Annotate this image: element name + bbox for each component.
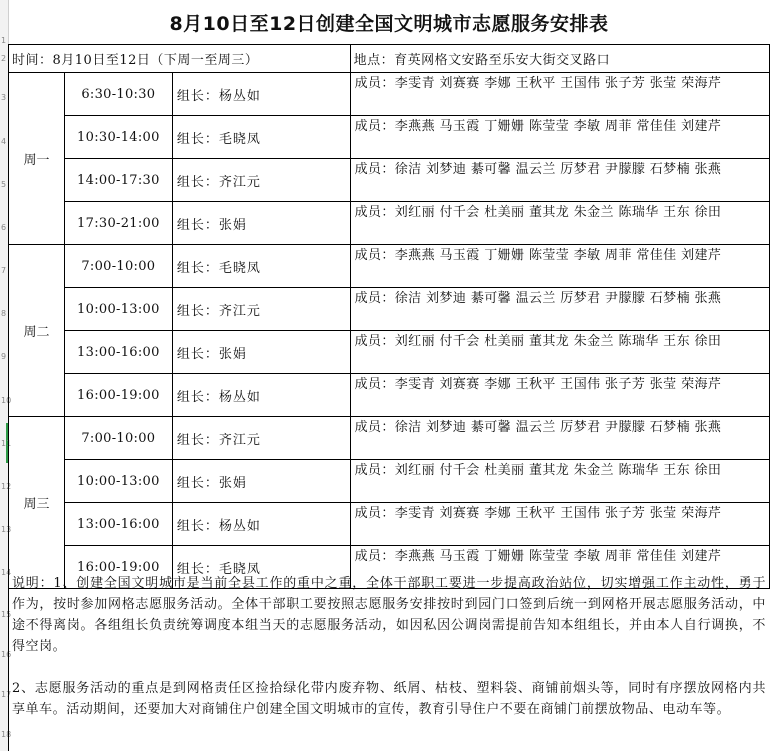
time-cell[interactable]: 16:00-19:00 — [64, 374, 172, 417]
time-cell[interactable]: 17:30-21:00 — [64, 202, 172, 245]
time-cell[interactable]: 10:00-13:00 — [64, 288, 172, 331]
row-number-mark[interactable]: 3 — [1, 93, 7, 102]
row-number-mark[interactable]: 12 — [1, 482, 12, 491]
members-cell[interactable] — [350, 460, 769, 503]
row-number-mark[interactable]: 4 — [1, 137, 7, 146]
row-number-mark[interactable]: 17 — [1, 690, 12, 699]
members-text: 成员：李雯青 刘赛赛 李娜 王秋平 王国伟 张子芳 张莹 荣海芹 — [354, 506, 722, 521]
members-text: 成员：李雯青 刘赛赛 李娜 王秋平 王国伟 张子芳 张莹 荣海芹 — [354, 76, 722, 91]
schedule-row — [9, 331, 770, 374]
row-number-mark[interactable]: 6 — [1, 223, 7, 232]
schedule-row — [9, 460, 770, 503]
members-cell[interactable] — [350, 503, 769, 546]
leader-cell[interactable]: 组长：齐江元 — [172, 417, 350, 460]
day-cell[interactable]: 周一 — [9, 73, 65, 245]
row-number-mark[interactable]: 8 — [1, 309, 7, 318]
members-cell[interactable] — [350, 202, 769, 245]
time-cell[interactable]: 10:30-14:00 — [64, 116, 172, 159]
location-info-cell[interactable]: 地点：育英网格文安路至乐安大街交叉路口 — [350, 45, 769, 73]
members-text: 成员：刘红丽 付千会 杜美丽 董其龙 朱金兰 陈瑞华 王东 徐田 — [354, 205, 722, 220]
leader-cell[interactable]: 组长：齐江元 — [172, 159, 350, 202]
note-paragraph-2[interactable]: 2、志愿服务活动的重点是到网格责任区捡拾绿化带内废弃物、纸屑、枯枝、塑料袋、商铺前烟头等，同时有序摆放网格内共享单车。活动期间，还要加大对商铺住户创建全国文明城市的宣传，教育引导住户不要在商铺门前摆放物品、电动车等。 — [12, 681, 766, 717]
row-number-mark[interactable]: 13 — [1, 525, 12, 534]
info-row — [9, 45, 770, 73]
members-text: 成员：李燕燕 马玉霞 丁姗姗 陈莹莹 李敏 周菲 常佳佳 刘建芹 — [354, 549, 722, 564]
time-cell[interactable]: 6:30-10:30 — [64, 73, 172, 116]
leader-cell[interactable]: 组长：张娟 — [172, 331, 350, 374]
members-text: 成员：李燕燕 马玉霞 丁姗姗 陈莹莹 李敏 周菲 常佳佳 刘建芹 — [354, 248, 722, 263]
members-cell[interactable] — [350, 116, 769, 159]
row-number-mark[interactable]: 11 — [1, 439, 12, 448]
leader-cell[interactable]: 组长：张娟 — [172, 202, 350, 245]
row-number-mark[interactable]: 2 — [1, 54, 7, 63]
members-cell[interactable] — [350, 288, 769, 331]
time-cell[interactable]: 16:00-19:00 — [64, 546, 172, 589]
time-cell[interactable]: 13:00-16:00 — [64, 331, 172, 374]
day-cell[interactable]: 周二 — [9, 245, 65, 417]
leader-cell[interactable]: 组长：杨丛如 — [172, 503, 350, 546]
members-text: 成员：刘红丽 付千会 杜美丽 董其龙 朱金兰 陈瑞华 王东 徐田 — [354, 463, 722, 478]
note-paragraph-1[interactable]: 说明：1、创建全国文明城市是当前全县工作的重中之重，全体干部职工要进一步提高政治站位，切实增强工作主动性，勇于作为，按时参加网格志愿服务活动。全体干部职工要按照志愿服务安排按时到园门口签到后统一到网格开展志愿服务活动，中途不得离岗。各组组长负责统筹调度本组当天的志愿服务活动，如因私因公调岗需提前告知本组组长，并由本人自行调换，不得空岗。 — [12, 576, 766, 654]
members-cell[interactable] — [350, 245, 769, 288]
row-number-mark[interactable]: 10 — [1, 396, 12, 405]
schedule-row — [9, 288, 770, 331]
row-number-mark[interactable]: 15 — [1, 610, 12, 619]
sheet-title: 8月10日至12日创建全国文明城市志愿服务安排表 — [169, 12, 609, 35]
row-number-mark[interactable]: 1 — [1, 36, 7, 45]
leader-cell[interactable]: 组长：张娟 — [172, 460, 350, 503]
members-cell[interactable] — [350, 374, 769, 417]
leader-cell[interactable]: 组长：毛晓凤 — [172, 116, 350, 159]
row-number-mark[interactable]: 18 — [1, 730, 12, 739]
schedule-row — [9, 73, 770, 116]
schedule-row — [9, 374, 770, 417]
schedule-row — [9, 202, 770, 245]
members-text: 成员：李燕燕 马玉霞 丁姗姗 陈莹莹 李敏 周菲 常佳佳 刘建芹 — [354, 119, 722, 134]
leader-cell[interactable]: 组长：齐江元 — [172, 288, 350, 331]
leader-cell[interactable]: 组长：杨丛如 — [172, 374, 350, 417]
members-cell[interactable] — [350, 159, 769, 202]
day-cell[interactable]: 周三 — [9, 417, 65, 589]
members-text: 成员：徐洁 刘梦迪 綦可馨 温云兰 厉梦君 尹朦朦 石梦楠 张燕 — [354, 420, 722, 435]
members-text: 成员：徐洁 刘梦迪 綦可馨 温云兰 厉梦君 尹朦朦 石梦楠 张燕 — [354, 162, 722, 177]
time-cell[interactable]: 7:00-10:00 — [64, 417, 172, 460]
schedule-row — [9, 159, 770, 202]
time-cell[interactable]: 13:00-16:00 — [64, 503, 172, 546]
members-cell[interactable] — [350, 331, 769, 374]
members-text: 成员：李雯青 刘赛赛 李娜 王秋平 王国伟 张子芳 张莹 荣海芹 — [354, 377, 722, 392]
row-number-mark[interactable]: 14 — [1, 568, 12, 577]
schedule-row — [9, 503, 770, 546]
row-number-mark[interactable]: 16 — [1, 650, 12, 659]
time-cell[interactable]: 14:00-17:30 — [64, 159, 172, 202]
schedule-row — [9, 417, 770, 460]
members-cell[interactable] — [350, 417, 769, 460]
members-cell[interactable] — [350, 73, 769, 116]
leader-cell[interactable]: 组长：杨丛如 — [172, 73, 350, 116]
row-number-mark[interactable]: 9 — [1, 352, 7, 361]
time-cell[interactable]: 10:00-13:00 — [64, 460, 172, 503]
notes-block — [8, 573, 770, 751]
leader-cell[interactable]: 组长：毛晓凤 — [172, 245, 350, 288]
row-number-mark[interactable]: 5 — [1, 180, 7, 189]
time-info-cell[interactable]: 时间：8月10日至12日（下周一至周三） — [9, 45, 351, 73]
members-text: 成员：刘红丽 付千会 杜美丽 董其龙 朱金兰 陈瑞华 王东 徐田 — [354, 334, 722, 349]
row-number-mark[interactable]: 7 — [1, 266, 7, 275]
time-cell[interactable]: 7:00-10:00 — [64, 245, 172, 288]
members-text: 成员：徐洁 刘梦迪 綦可馨 温云兰 厉梦君 尹朦朦 石梦楠 张燕 — [354, 291, 722, 306]
leader-cell[interactable]: 组长：毛晓凤 — [172, 546, 350, 589]
schedule-table — [8, 44, 770, 589]
schedule-row — [9, 245, 770, 288]
schedule-row — [9, 116, 770, 159]
